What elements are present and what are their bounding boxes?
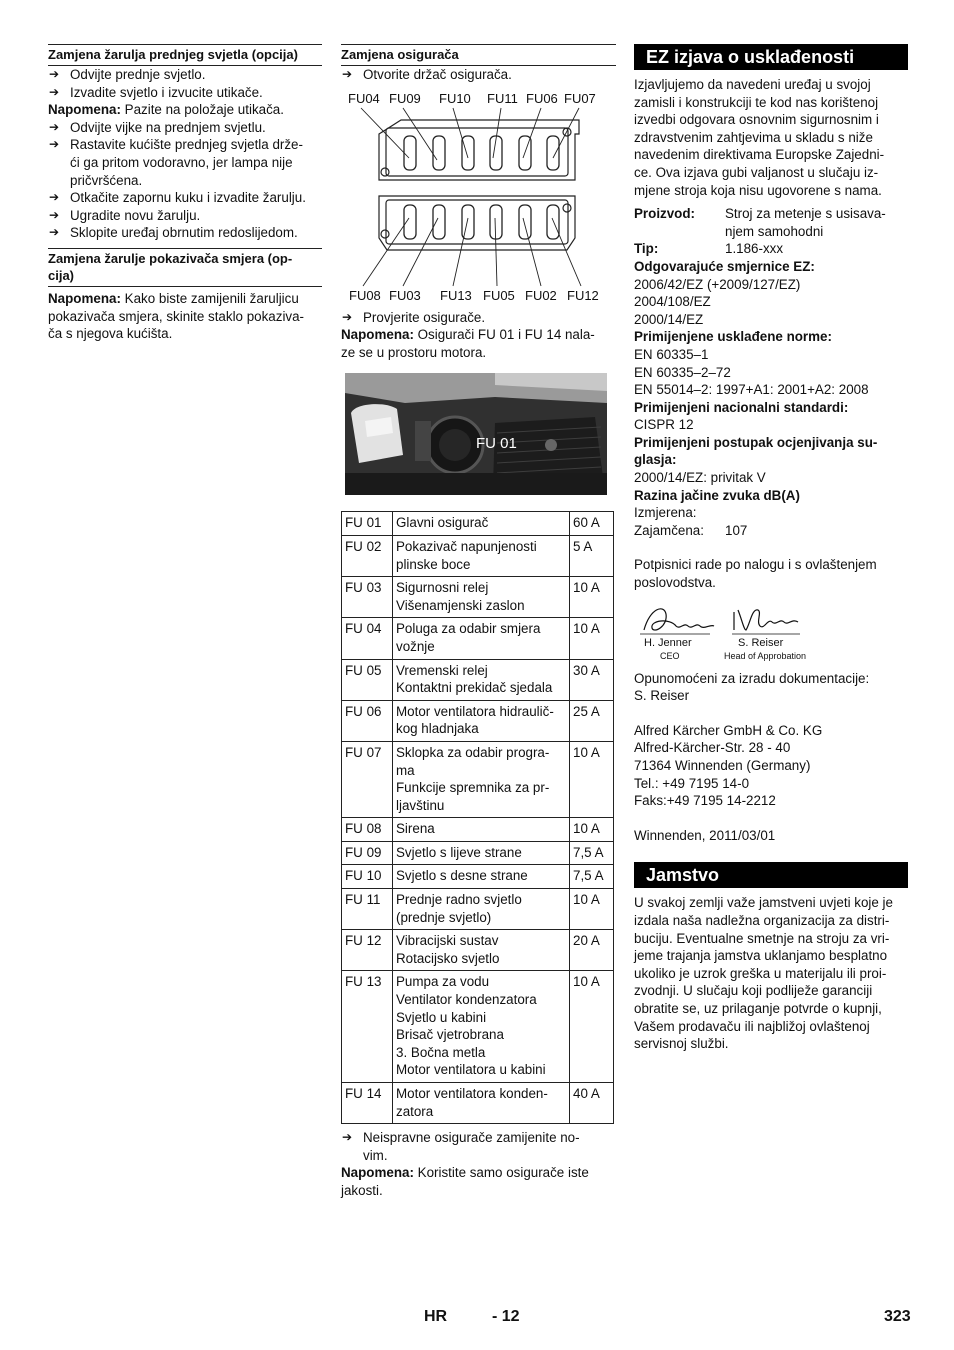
- fuse-function: [393, 971, 570, 1083]
- fuse-function-line: Prednje radno svjetlo: [396, 892, 522, 908]
- declaration-intro: [634, 76, 908, 199]
- fuse-id: FU 12: [342, 930, 393, 971]
- step-item: ➔ Odvijte prednje svjetlo.: [49, 67, 206, 82]
- fuse-function: [393, 659, 570, 700]
- fuse-function: [393, 512, 570, 536]
- directive-item: 2006/42/EZ (+2009/127/EZ): [634, 276, 801, 292]
- fuse-id: FU 03: [342, 577, 393, 618]
- norms-label: Primijenjene usklađene norme:: [634, 329, 832, 345]
- table-row: [342, 889, 614, 930]
- intro-line: zdravstvenim zahtjevima u skladu s niže: [634, 129, 873, 145]
- intro-line: ce. Ova izjava gubi valjanost u slučaju iz-: [634, 164, 879, 180]
- fuse-id: FU 11: [342, 889, 393, 930]
- section-heading-warranty: Jamstvo: [634, 862, 908, 888]
- photo-label: FU 01: [476, 435, 517, 453]
- section-heading-headlight: Zamjena žarulja prednjeg svjetla (opcija): [48, 44, 322, 66]
- arrow-right-icon: ➔: [49, 207, 60, 222]
- arrow-right-icon: ➔: [49, 190, 60, 205]
- table-row: [342, 841, 614, 865]
- fuse-function-line: vožnje: [396, 638, 435, 654]
- fuse-function-line: Motor ventilatora hidraulič-: [396, 703, 554, 719]
- note: Napomena: Osigurači FU 01 i FU 14 nala- ze se u prostoru motora.: [341, 327, 595, 360]
- intro-line: izvedbi odgovara osnovnim sigurnosnim i: [634, 112, 879, 128]
- fuse-function-line: Vremenski relej: [396, 662, 488, 678]
- fuse-function: [393, 700, 570, 741]
- fuse-label: FU02: [525, 287, 557, 303]
- fuse-function-line: Pokazivač napunjenosti: [396, 538, 537, 554]
- fuse-function-line: ma: [396, 762, 415, 778]
- fuse-box-diagram: [341, 88, 616, 304]
- address-line: Faks:+49 7195 14-2212: [634, 793, 776, 809]
- procedure-value: 2000/14/EZ: privitak V: [634, 470, 766, 486]
- table-row: [342, 971, 614, 1083]
- fuse-label: FU11: [487, 90, 518, 106]
- fuse-function-line: Višenamjenski zaslon: [396, 597, 525, 613]
- signer2-name: S. Reiser: [738, 636, 784, 649]
- fuse-id: FU 06: [342, 700, 393, 741]
- fuse-rating: 20 A: [570, 930, 614, 971]
- signer2-role: Head of Approbation: [724, 650, 807, 661]
- fuse-function-line: Sirena: [396, 821, 435, 837]
- section-heading-turn-signal: Zamjena žarulje pokazivača smjera (op- cija): [48, 248, 322, 287]
- signature-reiser: [728, 600, 808, 640]
- fuse-rating: 25 A: [570, 700, 614, 741]
- fuse-function-line: Poluga za odabir smjera: [396, 621, 541, 637]
- fuse-function-line: Sigurnosni relej: [396, 580, 489, 596]
- fuse-label: FU08: [349, 287, 381, 303]
- step-item: ➔ Provjerite osigurače.: [342, 309, 486, 325]
- fuse-label: FU06: [526, 90, 558, 106]
- fuse-function-line: plinske boce: [396, 556, 471, 572]
- warranty-line: jeme trajanja jamstva uklanjamo besplatno: [634, 948, 888, 964]
- fuse-rating: 7,5 A: [570, 841, 614, 865]
- table-row: [342, 535, 614, 576]
- address-line: Tel.: +49 7195 14-0: [634, 775, 750, 791]
- national-standards-value: CISPR 12: [634, 417, 694, 433]
- fuse-rating: 10 A: [570, 618, 614, 659]
- warranty-line: Vašem prodavaču ili najbližoj ovlaštenoj: [634, 1018, 870, 1034]
- fuse-label: FU12: [567, 287, 599, 303]
- signers-note: Potpisnici rade po nalogu i s ovlaštenjem poslovodstva.: [634, 557, 877, 591]
- fuse-function-line: Vibracijski sustav: [396, 933, 499, 949]
- note: Napomena: Kako biste zamijenili žaruljicu pokazivača smjera, skinite staklo pokaziva- ča s njegova kućišta.: [48, 290, 305, 342]
- engine-compartment-photo: [345, 373, 607, 495]
- fuse-function: [393, 930, 570, 971]
- step-item: ➔ Neispravne osigurače zamijenite no- vim.: [342, 1130, 580, 1163]
- fuse-rating: 40 A: [570, 1083, 614, 1124]
- fuse-id: FU 04: [342, 618, 393, 659]
- fuse-function: [393, 618, 570, 659]
- table-row: [342, 659, 614, 700]
- warranty-line: obratite se, uz prilaganje potvrde o kupnji,: [634, 1000, 882, 1016]
- fuse-function-line: Rotacijsko svjetlo: [396, 950, 500, 966]
- fuse-label: FU03: [389, 287, 421, 303]
- step-item: ➔ Odvijte vijke na prednjem svjetlu.: [49, 119, 266, 135]
- fuse-function-line: Kontaktni prekidač sjedala: [396, 680, 553, 696]
- fuse-id: FU 01: [342, 512, 393, 536]
- fuse-function: [393, 841, 570, 865]
- fuse-function-line: zatora: [396, 1103, 434, 1119]
- table-row: [342, 618, 614, 659]
- signatures: [634, 600, 908, 670]
- fuse-function-line: Ventilator kondenzatora: [396, 992, 537, 1008]
- directives-label: Odgovarajuće smjernice EZ:: [634, 258, 815, 274]
- fuse-function-line: Svjetlo s lijeve strane: [396, 844, 522, 860]
- fuse-id: FU 10: [342, 865, 393, 889]
- fuse-rating: 10 A: [570, 818, 614, 842]
- procedure-label: Primijenjeni postupak ocjenjivanja su- glasja:: [634, 434, 878, 468]
- fuse-id: FU 08: [342, 818, 393, 842]
- fuse-function: [393, 889, 570, 930]
- fuse-function-line: Glavni osigurač: [396, 515, 489, 531]
- fuse-label: FU05: [483, 287, 515, 303]
- fuse-function-line: Sklopka za odabir progra-: [396, 744, 550, 760]
- fuse-function-line: Pumpa za vodu: [396, 974, 490, 990]
- arrow-right-icon: ➔: [342, 67, 353, 81]
- sound-level-label: Razina jačine zvuka dB(A): [634, 487, 800, 503]
- fuse-function-line: Brisač vjetrobrana: [396, 1027, 504, 1043]
- fuse-label: FU07: [564, 90, 596, 106]
- fuse-label: FU04: [348, 90, 380, 106]
- step-item: ➔ Sklopite uređaj obrnutim redoslijedom.: [49, 225, 298, 241]
- step-item: ➔ Ugradite novu žarulju.: [49, 207, 201, 223]
- fuse-function-line: ljavštinu: [396, 797, 445, 813]
- type-row: Tip: 1.186-xxx: [634, 241, 784, 257]
- step-item: ➔ Otkačite zapornu kuku i izvadite žarulju.: [49, 190, 306, 206]
- column-1: [48, 44, 322, 343]
- footer-page-number: - 12: [492, 1308, 520, 1325]
- address-line: Alfred-Kärcher-Str. 28 - 40: [634, 740, 791, 756]
- product-row: Proizvod: Stroj za metenje s usisava- njem samohodni: [634, 206, 886, 239]
- fuse-id: FU 14: [342, 1083, 393, 1124]
- fuse-id: FU 05: [342, 659, 393, 700]
- fuse-function-line: Funkcije spremnika za pr-: [396, 780, 550, 796]
- measured-label: Izmjerena:: [634, 505, 697, 521]
- fuse-label: FU09: [389, 90, 421, 106]
- warranty-line: U svakoj zemlji važe jamstveni uvjeti koje je: [634, 895, 893, 911]
- fuse-function-line: kog hladnjaka: [396, 721, 479, 737]
- table-row: [342, 930, 614, 971]
- section-heading-fuses: Zamjena osigurača: [341, 44, 616, 66]
- table-row: [342, 512, 614, 536]
- fuse-rating: 10 A: [570, 889, 614, 930]
- warranty-line: izdala naša nadležna organizacija za distri-: [634, 912, 890, 928]
- column-3: [634, 44, 908, 1053]
- footer-total-page: 323: [884, 1308, 911, 1325]
- arrow-right-icon: ➔: [49, 67, 60, 81]
- arrow-right-icon: ➔: [49, 137, 60, 152]
- fuse-function: [393, 577, 570, 618]
- signer1-name: H. Jenner: [644, 636, 692, 649]
- fuse-id: FU 09: [342, 841, 393, 865]
- fuse-function: [393, 1083, 570, 1124]
- fuse-function-line: Motor ventilatora konden-: [396, 1086, 548, 1101]
- fuse-function-line: Svjetlo u kabini: [396, 1009, 487, 1025]
- warranty-line: buciju. Eventualne smetnje na stroju za vri-: [634, 930, 890, 946]
- table-row: [342, 865, 614, 889]
- arrow-right-icon: ➔: [342, 1130, 353, 1145]
- fuse-function-line: (prednje svjetlo): [396, 909, 492, 925]
- table-row: [342, 700, 614, 741]
- signature-jenner: [640, 600, 720, 640]
- table-row: [342, 1083, 614, 1124]
- note: Napomena: Koristite samo osigurače iste jakosti.: [341, 1165, 589, 1198]
- warranty-text: [634, 894, 908, 1052]
- table-row: [342, 577, 614, 618]
- company-address: [634, 722, 908, 810]
- norm-item: EN 55014–2: 1997+A1: 2001+A2: 2008: [634, 382, 869, 398]
- section-heading-ez-declaration: EZ izjava o usklađenosti: [634, 44, 908, 70]
- intro-line: mjene stroja koja nisu ugovorene s nama.: [634, 182, 882, 198]
- fuse-rating: 10 A: [570, 971, 614, 1083]
- footer-language: HR: [424, 1308, 448, 1325]
- arrow-right-icon: ➔: [49, 119, 60, 134]
- fuse-rating: 60 A: [570, 512, 614, 536]
- norms-list: [634, 346, 908, 399]
- arrow-right-icon: ➔: [49, 225, 60, 240]
- step-item: ➔ Izvadite svjetlo i izvucite utikače.: [49, 84, 263, 100]
- directives-list: [634, 276, 908, 329]
- place-date: Winnenden, 2011/03/01: [634, 827, 776, 843]
- fuse-label: FU13: [440, 287, 472, 303]
- fuse-label: FU10: [439, 90, 471, 106]
- intro-line: navedenim direktivama Europske Zajedni-: [634, 147, 885, 163]
- fuse-rating: 30 A: [570, 659, 614, 700]
- norm-item: EN 60335–2–72: [634, 364, 731, 380]
- address-line: 71364 Winnenden (Germany): [634, 758, 811, 773]
- guaranteed-row: Zajamčena: 107: [634, 522, 748, 538]
- signer1-role: CEO: [660, 650, 680, 661]
- warranty-line: servisnoj službi.: [634, 1036, 729, 1052]
- warranty-line: zvodnji. U slučaju koji podliježe garanciji: [634, 983, 873, 999]
- fuse-id: FU 07: [342, 741, 393, 817]
- fuse-function: [393, 741, 570, 817]
- fuse-function-line: Svjetlo s desne strane: [396, 868, 528, 884]
- table-row: [342, 741, 614, 817]
- fuse-rating: 10 A: [570, 577, 614, 618]
- step-item: ➔ Otvorite držač osigurača.: [342, 67, 512, 82]
- fuse-table: [341, 511, 614, 1124]
- fuse-function: [393, 818, 570, 842]
- intro-line: Izjavljujemo da navedeni uređaj u svojoj: [634, 77, 871, 92]
- fuse-rating: 7,5 A: [570, 865, 614, 889]
- fuse-function-line: Motor ventilatora u kabini: [396, 1062, 546, 1078]
- table-row: [342, 818, 614, 842]
- warranty-line: ukoliko je uzrok greška u materijalu ili proi-: [634, 965, 887, 981]
- fuse-rating: 5 A: [570, 535, 614, 576]
- national-standards-label: Primijenjeni nacionalni standardi:: [634, 399, 849, 415]
- step-item: ➔ Rastavite kućište prednjeg svjetla drže- ći ga pritom vodoravno, jer lampa nije pričvršćena.: [49, 137, 303, 188]
- documentation-authority: Opunomoćeni za izradu dokumentacije: S. Reiser: [634, 670, 870, 704]
- fuse-id: FU 13: [342, 971, 393, 1083]
- arrow-right-icon: ➔: [342, 309, 353, 324]
- directive-item: 2004/108/EZ: [634, 294, 711, 310]
- fuse-function-line: 3. Bočna metla: [396, 1044, 486, 1060]
- column-2: [341, 44, 616, 1200]
- fuse-function: [393, 535, 570, 576]
- fuse-function: [393, 865, 570, 889]
- arrow-right-icon: ➔: [49, 84, 60, 99]
- directive-item: 2000/14/EZ: [634, 311, 704, 327]
- fuse-id: FU 02: [342, 535, 393, 576]
- norm-item: EN 60335–1: [634, 346, 709, 362]
- fuse-rating: 10 A: [570, 741, 614, 817]
- note: Napomena: Pazite na položaje utikača.: [48, 102, 284, 118]
- intro-line: zamisli i konstrukciji te kod nas korištenoj: [634, 94, 879, 110]
- address-line: Alfred Kärcher GmbH & Co. KG: [634, 722, 823, 738]
